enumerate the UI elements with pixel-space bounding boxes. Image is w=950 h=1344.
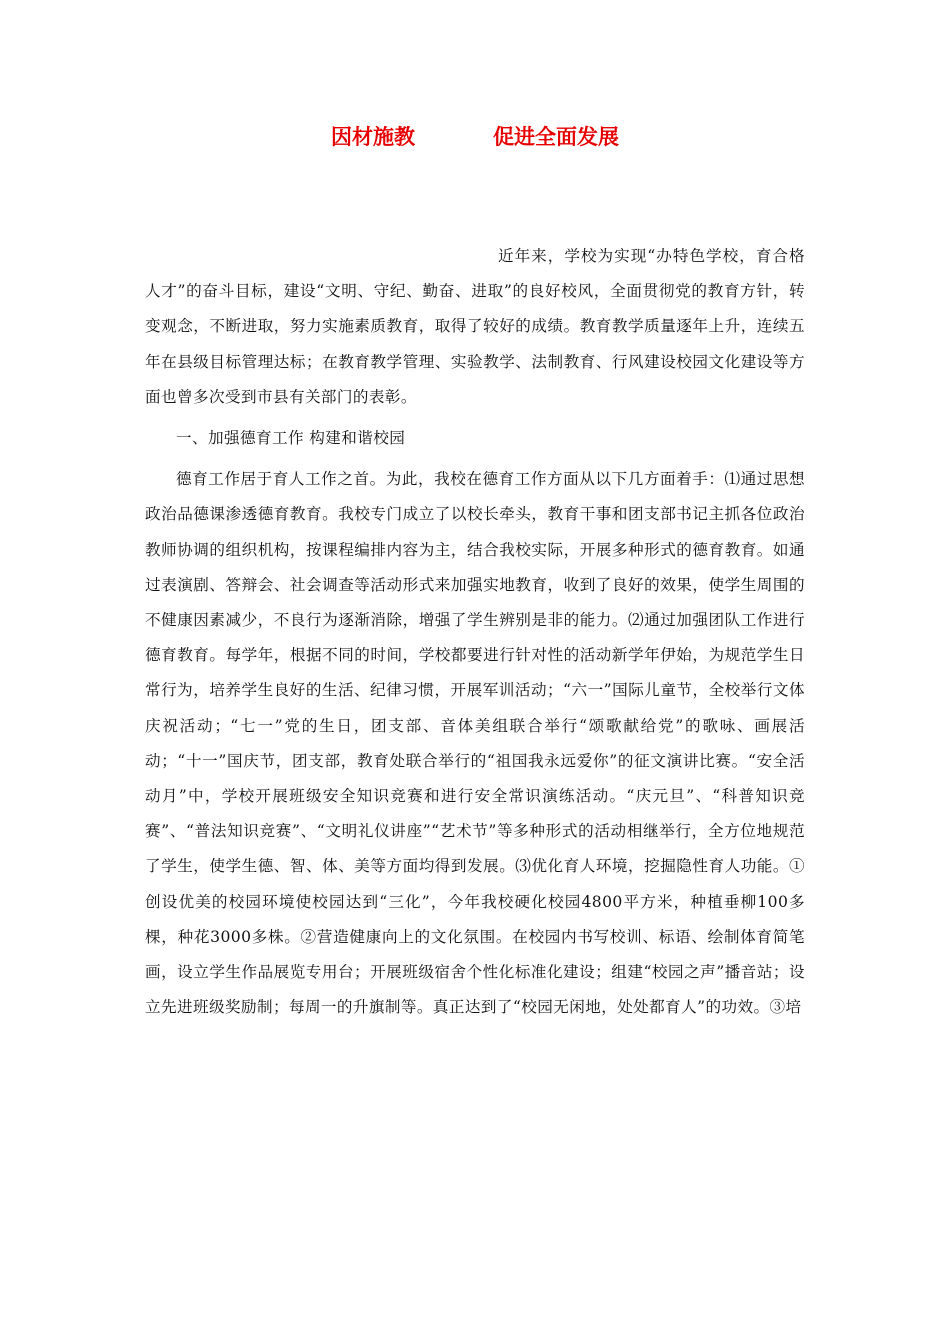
moral-education-paragraph: 德育工作居于育人工作之首。为此，我校在德育工作方面从以下几方面着手：⑴通过思想政治品德课渗透德育教育。我校专门成立了以校长牵头，教育干事和团支部书记主抓各位政治教师协调的组织机构，按课程编排内容为主，结合我校实际，开展多种形式的德育教育。如通过表演剧、答辩会、社会调查等活动形式来加强实地教育，收到了良好的效果，使学生周围的不健康因素减少，不良行为逐渐消除，增强了学生辨别是非的能力。⑵通过加强团队工作进行德育教育。每学年，根据不同的时间，学校都要进行针对性的活动新学年伊始，为规范学生日常行为，培养学生良好的生活、纪律习惯，开展军训活动；“六一”国际儿童节，全校举行文体庆祝活动；“七一”党的生日，团支部、音体美组联合举行“颂歌献给党”的歌咏、画展活动；“十一”国庆节，团支部，教育处联合举行的“祖国我永远爱你”的征文演讲比赛。“安全活动月”中，学校开展班级安全知识竞赛和进行安全常识演练活动。“庆元旦”、“科普知识竞赛”、“普法知识竞赛”、“文明礼仪讲座”“艺术节”等多种形式的活动相继举行，全方位地规范了学生，使学生德、智、体、美等方面均得到发展。⑶优化育人环境，挖掘隐性育人功能。①创设优美的校园环境使校园达到“三化”，今年我校硬化校园4800平方米，种植垂柳100多棵，种花3000多株。②营造健康向上的文化氛围。在校园内书写校训、标语、绘制体育简笔画，设立学生作品展览专用台；开展班级宿舍个性化标准化建设；组建“校园之声”播音站；设立先进班级奖励制；每周一的升旗制等。真正达到了“校园无闲地，处处都育人”的功效。③培	[145, 470, 805, 1017]
document-title	[0, 121, 950, 153]
section-heading-1: 一、加强德育工作 构建和谐校园	[176, 429, 406, 448]
title-part-2: 促进全面发展	[493, 125, 619, 149]
intro-paragraph: 近年来，学校为实现“办特色学校，育合格人才”的奋斗目标，建设“文明、守纪、勤奋、进取”的良好校风，全面贯彻党的教育方针，转变观念，不断进取，努力实施素质教育，取得了较好的成绩。教育教学质量逐年上升，连续五年在县级目标管理达标；在教育教学管理、实验教学、法制教育、行风建设校园文化建设等方面也曾多次受到市县有关部门的表彰。	[145, 247, 805, 406]
title-part-1: 因材施教	[331, 125, 415, 149]
document-body	[145, 239, 805, 1025]
